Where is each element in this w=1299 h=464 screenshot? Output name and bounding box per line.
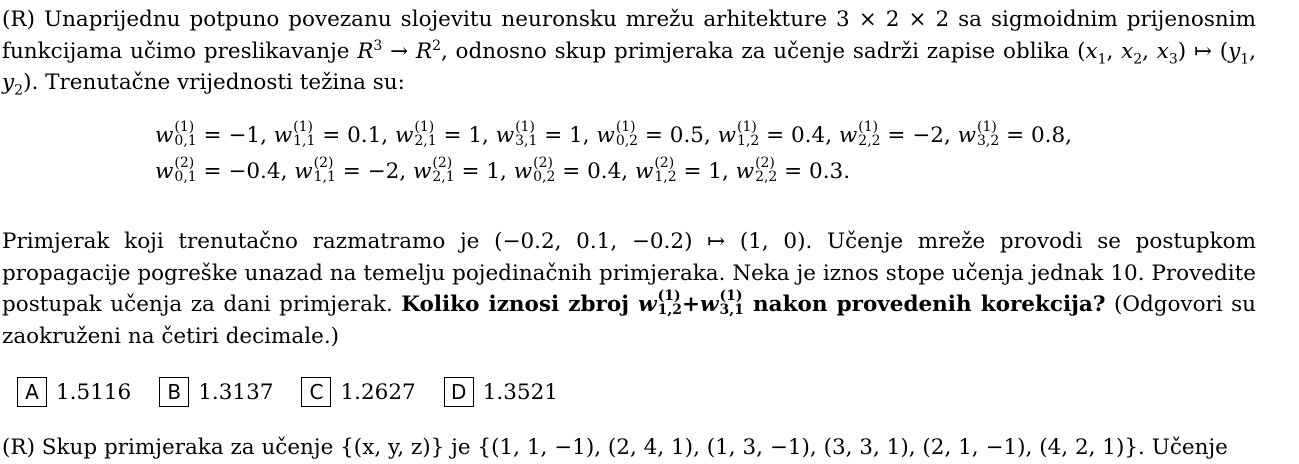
question-note: (Odgovori su zaokruženi na četiri decimale.) [2, 292, 1257, 349]
sum-weight-2: w (1) 3,1 [700, 288, 744, 318]
weight-term: w (1) 0,1 = −1, [155, 123, 274, 148]
weight-value: −0.4 [228, 159, 281, 184]
weight-term: w (2) 1,2 = 1, [635, 159, 736, 184]
weights-layer2 [155, 154, 1072, 190]
mapping: $R^3 \to R^2$ [357, 37, 441, 64]
weight-value: −1 [228, 123, 261, 148]
weight-symbol: w (2) 0,1 [155, 155, 197, 185]
answer-letter: D [444, 377, 474, 407]
weight-term: w (2) 2,1 = 1, [413, 159, 514, 184]
weight-symbol: w (2) 2,1 [412, 155, 455, 185]
architecture: 3 × 2 × 2 [836, 7, 950, 32]
weight-symbol: w (2) 1,2 [634, 155, 677, 185]
weight-value: 1 [468, 123, 483, 148]
output-tuple: ($y_1$, $y_2$) [2, 38, 1257, 99]
example-input: (−0.2, 0.1, −0.2) [494, 229, 693, 254]
problem-intro-2: sa sigmoidnim prijenosnim funkcijama učimo preslikavanje [2, 7, 1256, 64]
next-problem-text: (R) Skup primjeraka za učenje {(x, y, z)} je {(1, 1, −1), (2, 4, 1), (1, 3, −1), (3, 3, 1), (2, 1, −1), (4, 2, 1)}. Učenje [2, 435, 1228, 460]
answer-letter: B [159, 377, 189, 407]
question-text [2, 226, 1256, 352]
weight-term: w (1) 3,2 = 0.8, [958, 123, 1072, 148]
problem-intro: Unaprijednu potpuno povezanu slojevitu neuronsku mrežu arhitekture [43, 7, 828, 32]
weight-symbol: w (2) 2,2 [735, 155, 778, 185]
weight-value: 0.5 [669, 123, 704, 148]
sum-weight-1: w (1) 1,2 [638, 288, 682, 318]
weight-value: 0.3 [809, 159, 844, 184]
answer-value: 1.2627 [340, 379, 416, 405]
weight-value: 1 [486, 159, 501, 184]
problem-statement [2, 4, 1256, 99]
weight-term: w (1) 3,1 = 1, [496, 123, 597, 148]
question-bold: Koliko iznosi zbroj w (1) 1,2 +w (1) 3,1 nakon provedenih korekcija? [401, 292, 1105, 317]
weight-term: w (1) 0,2 = 0.5, [596, 123, 717, 148]
weight-symbol: w (1) 1,1 [273, 119, 316, 149]
weight-symbol: w (2) 0,2 [513, 155, 556, 185]
weight-symbol: w (1) 0,1 [155, 119, 197, 149]
answer-letter: C [301, 377, 331, 407]
weight-symbol: w (1) 3,2 [957, 119, 1000, 149]
weight-term: w (1) 1,1 = 0.1, [274, 123, 395, 148]
weight-value: 0.8 [1030, 123, 1066, 148]
weight-term: w (2) 1,1 = −2, [294, 159, 413, 184]
weight-value: 0.4 [791, 123, 826, 148]
answer-value: 1.3521 [482, 379, 558, 405]
answer-option-b[interactable] [159, 377, 273, 407]
problem-intro-4: . Trenutačne vrijednosti težina su: [31, 70, 405, 95]
weight-symbol: w (1) 0,2 [596, 119, 639, 149]
weight-symbol: w (1) 3,1 [495, 119, 538, 149]
weight-term: w (2) 2,2 = 0.3. [736, 159, 850, 184]
weight-term: w (1) 1,2 = 0.4, [718, 123, 839, 148]
weight-value: −2 [912, 123, 944, 148]
weight-symbol: w (1) 1,2 [717, 119, 760, 149]
question-intro: Primjerak koji trenutačno razmatramo je [2, 229, 480, 254]
weight-value: 1 [569, 123, 583, 148]
problem-label: (R) [2, 7, 35, 32]
answer-options [17, 375, 586, 409]
weight-symbol: w (2) 1,1 [294, 155, 336, 185]
question-body: . Učenje mreže provodi se postupkom propagacije pogreške unazad na temelju pojedinačnih primjeraka. Neka je iznos stope učenja jednak 10. Provedite postupak učenja za dani primjerak. [2, 229, 1257, 317]
weight-value: 0.1 [347, 123, 382, 148]
answer-option-c[interactable] [301, 377, 415, 407]
answer-value: 1.5116 [56, 379, 132, 405]
weight-term: w (2) 0,2 = 0.4, [514, 159, 635, 184]
problem-intro-3: , odnosno skup primjeraka za učenje sadrži zapise oblika [440, 38, 1070, 64]
answer-letter: A [17, 377, 47, 407]
weight-value: 1 [708, 159, 722, 184]
weight-term: w (2) 0,1 = −0.4, [155, 159, 294, 184]
weight-symbol: w (1) 2,2 [838, 119, 881, 149]
weight-term: w (1) 2,2 = −2, [839, 123, 958, 148]
next-problem-cutoff [2, 430, 1256, 460]
mapsto-symbol: ↦ [1193, 38, 1212, 64]
weight-value: −2 [367, 159, 400, 184]
weight-value: 0.4 [587, 159, 622, 184]
weight-term: w (1) 2,1 = 1, [395, 123, 496, 148]
answer-option-d[interactable] [444, 377, 558, 407]
input-tuple: ($x_1$, $x_2$, $x_3$) [1077, 38, 1187, 67]
example-mapsto: ↦ [707, 229, 726, 254]
answer-option-a[interactable] [17, 377, 131, 407]
weights-equations [155, 118, 1072, 190]
example-output: (1, 0) [739, 229, 806, 254]
weights-layer1 [155, 118, 1072, 154]
weight-symbol: w (1) 2,1 [394, 119, 437, 149]
answer-value: 1.3137 [198, 379, 274, 405]
